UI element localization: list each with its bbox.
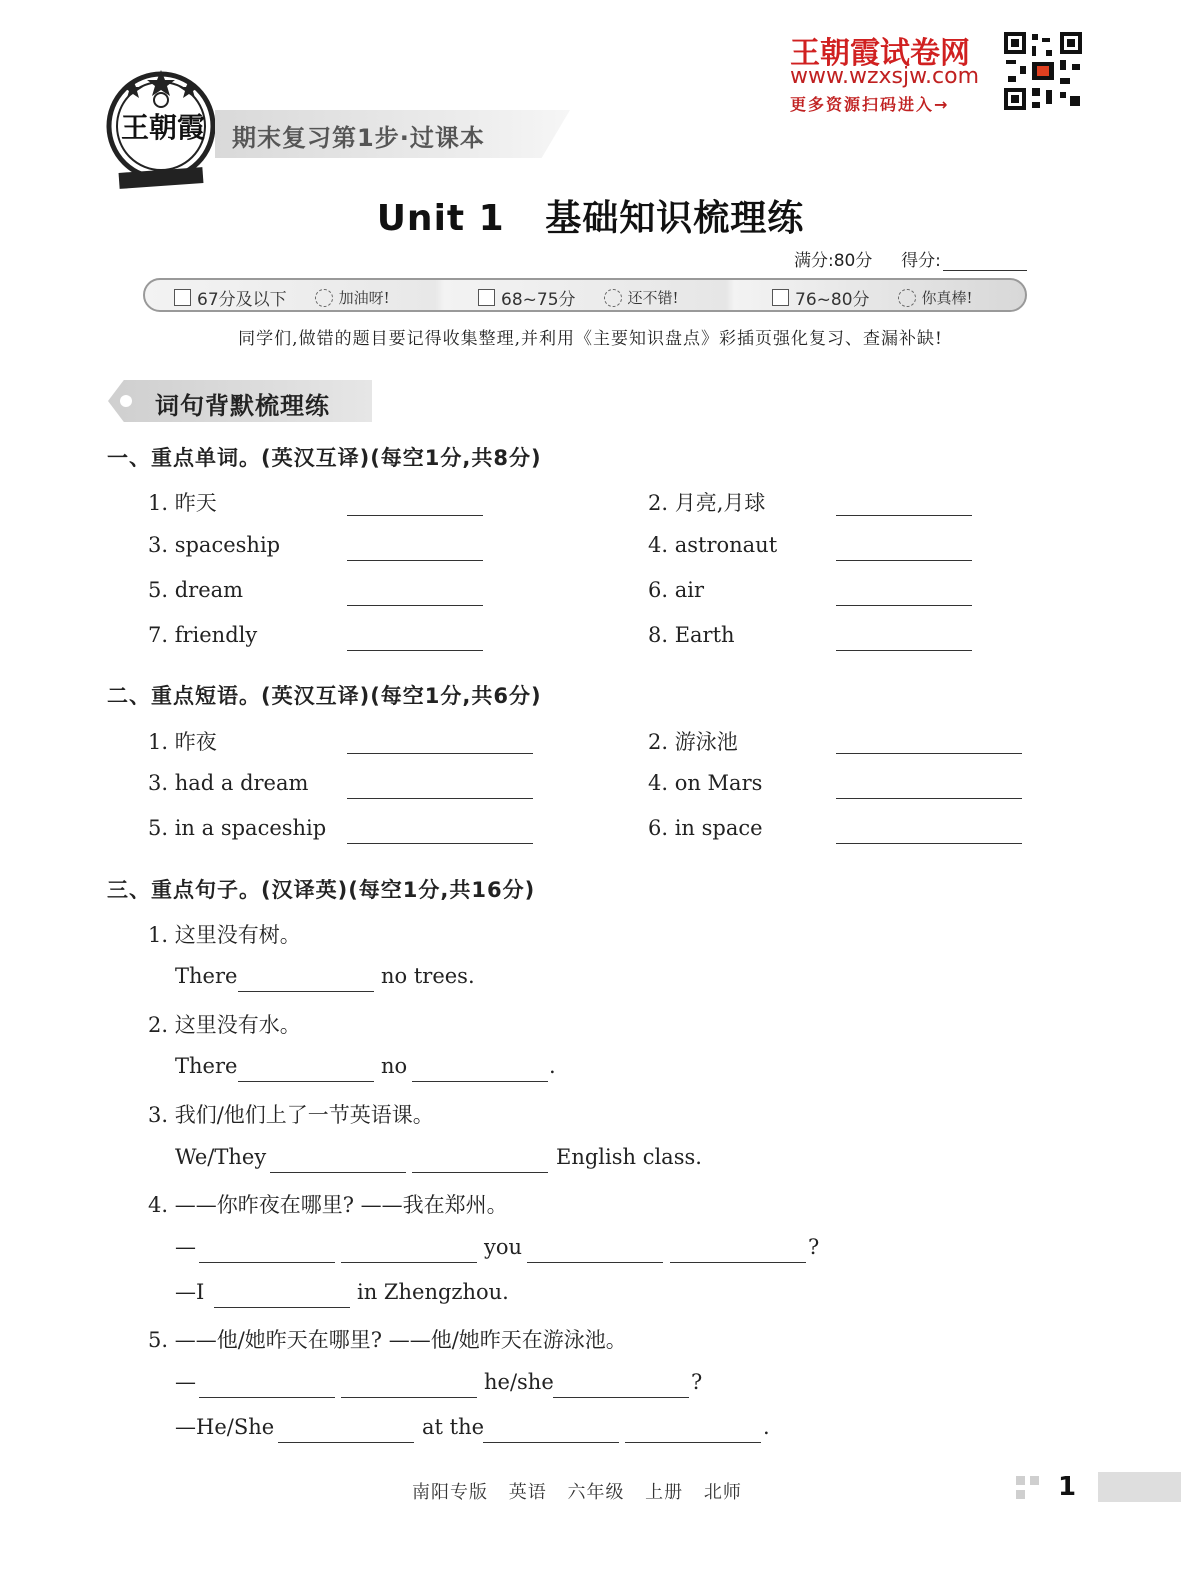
- q3-s5-blank-5[interactable]: [483, 1442, 619, 1443]
- grade-2-cheer: 还不错!: [627, 289, 679, 307]
- q3-s3-blank-2[interactable]: [412, 1172, 548, 1173]
- q1-answer-blank-8[interactable]: [836, 650, 972, 651]
- q3-s5-blank-3[interactable]: [553, 1397, 689, 1398]
- q2-heading: 二、重点短语。(英汉互译)(每空1分,共6分): [107, 684, 542, 708]
- q1-item-8: 8. Earth: [648, 623, 735, 647]
- corner-decoration: [1030, 1476, 1039, 1485]
- q3-s1-text-a: There: [175, 964, 238, 988]
- q3-s5-blank-6[interactable]: [625, 1442, 761, 1443]
- smile-icon: [315, 289, 333, 307]
- q3-sentence-3-prompt: 3. 我们/他们上了一节英语课。: [148, 1103, 434, 1127]
- grade-item-1: [174, 285, 390, 310]
- q1-heading: 一、重点单词。(英汉互译)(每空1分,共8分): [107, 446, 542, 470]
- q2-answer-blank-5[interactable]: [347, 843, 533, 844]
- q1-item-4: 4. astronaut: [648, 533, 778, 557]
- page-title: Unit 1 基础知识梳理练: [376, 198, 805, 239]
- q1-answer-blank-6[interactable]: [836, 605, 972, 606]
- section-tag-label: 词句背默梳理练: [155, 392, 330, 420]
- q1-item-5: 5. dream: [148, 578, 244, 602]
- brand-note: 更多资源扫码进入→: [790, 95, 950, 114]
- q3-s5-text-a: —: [175, 1370, 196, 1394]
- q2-answer-blank-2[interactable]: [836, 753, 1022, 754]
- q2-item-6: 6. in space: [648, 816, 763, 840]
- q3-sentence-2-prompt: 2. 这里没有水。: [148, 1013, 301, 1037]
- q2-item-3: 3. had a dream: [148, 771, 309, 795]
- q3-s5-text-c: ?: [691, 1370, 703, 1394]
- q3-s2-text-a: There: [175, 1054, 238, 1078]
- q3-s1-text-b: no trees.: [381, 964, 475, 988]
- q3-s4-text-d: —I: [175, 1280, 205, 1304]
- q3-s5-text-b: he/she: [484, 1370, 554, 1394]
- got-score-label: 得分:: [901, 251, 941, 271]
- tag-hole-icon: [120, 395, 132, 407]
- q1-answer-blank-5[interactable]: [347, 605, 483, 606]
- q1-answer-blank-2[interactable]: [836, 515, 972, 516]
- brand-url[interactable]: www.wzxsjw.com: [790, 64, 980, 89]
- q3-s2-text-c: .: [549, 1054, 556, 1078]
- grade-3-checkbox[interactable]: [772, 289, 789, 306]
- q3-heading: 三、重点句子。(汉译英)(每空1分,共16分): [107, 878, 536, 902]
- q3-s1-blank-1[interactable]: [238, 991, 374, 992]
- score-blank[interactable]: [943, 252, 1027, 271]
- footer-edition: 南阳专版 英语 六年级 上册 北师: [412, 1482, 742, 1503]
- q2-item-1: 1. 昨夜: [148, 730, 217, 754]
- study-tip: 同学们,做错的题目要记得收集整理,并利用《主要知识盘点》彩插页强化复习、查漏补缺!: [238, 329, 943, 349]
- corner-decoration: [1016, 1490, 1025, 1499]
- q2-answer-blank-3[interactable]: [347, 798, 533, 799]
- full-score-label: 满分:80分: [794, 251, 873, 271]
- q1-item-6: 6. air: [648, 578, 704, 602]
- q3-s4-text-c: ?: [808, 1235, 820, 1259]
- q1-answer-blank-7[interactable]: [347, 650, 483, 651]
- page-number: 1: [1058, 1472, 1077, 1502]
- q1-item-1: 1. 昨天: [148, 491, 217, 515]
- q3-s4-blank-5[interactable]: [214, 1307, 350, 1308]
- q3-s5-blank-2[interactable]: [341, 1397, 477, 1398]
- q3-sentence-5-prompt: 5. ——他/她昨天在哪里? ——他/她昨天在游泳池。: [148, 1328, 627, 1352]
- q3-s5-blank-1[interactable]: [199, 1397, 335, 1398]
- q3-s3-text-b: English class.: [556, 1145, 702, 1169]
- smile-icon: [898, 289, 916, 307]
- q1-item-2: 2. 月亮,月球: [648, 491, 766, 515]
- series-label: 期末复习第1步·过课本: [232, 124, 485, 152]
- q3-s4-text-b: you: [484, 1235, 523, 1259]
- q2-answer-blank-6[interactable]: [836, 843, 1022, 844]
- grade-1-range: 67分及以下: [197, 290, 287, 310]
- brand-name: 王朝霞试卷网: [790, 36, 970, 71]
- score-line: [794, 246, 1027, 271]
- q1-item-3: 3. spaceship: [148, 533, 281, 557]
- grade-item-3: [772, 285, 973, 310]
- q1-answer-blank-4[interactable]: [836, 560, 972, 561]
- q2-item-5: 5. in a spaceship: [148, 816, 327, 840]
- q1-answer-blank-3[interactable]: [347, 560, 483, 561]
- q3-s3-text-a: We/They: [175, 1145, 267, 1169]
- q3-s2-text-b: no: [381, 1054, 408, 1078]
- q3-s5-blank-4[interactable]: [278, 1442, 414, 1443]
- q1-item-7: 7. friendly: [148, 623, 258, 647]
- grade-1-cheer: 加油呀!: [338, 289, 390, 307]
- grade-2-checkbox[interactable]: [478, 289, 495, 306]
- logo-text: 王朝霞: [121, 111, 206, 144]
- q3-s4-text-a: —: [175, 1235, 196, 1259]
- q2-item-4: 4. on Mars: [648, 771, 763, 795]
- smile-icon: [604, 289, 622, 307]
- grade-3-cheer: 你真棒!: [921, 289, 973, 307]
- q3-s5-text-d: —He/She: [175, 1415, 275, 1439]
- q3-s4-text-e: in Zhengzhou.: [357, 1280, 509, 1304]
- q3-s4-blank-1[interactable]: [199, 1262, 335, 1263]
- q3-s5-text-f: .: [763, 1415, 770, 1439]
- q3-s3-blank-1[interactable]: [270, 1172, 406, 1173]
- q3-s2-blank-1[interactable]: [238, 1081, 374, 1082]
- q3-sentence-4-prompt: 4. ——你昨夜在哪里? ——我在郑州。: [148, 1193, 508, 1217]
- grade-2-range: 68~75分: [501, 290, 576, 310]
- q2-answer-blank-4[interactable]: [836, 798, 1022, 799]
- q2-answer-blank-1[interactable]: [347, 753, 533, 754]
- q3-s4-blank-3[interactable]: [527, 1262, 663, 1263]
- q3-s5-text-e: at the: [422, 1415, 485, 1439]
- grade-1-checkbox[interactable]: [174, 289, 191, 306]
- q3-s4-blank-4[interactable]: [670, 1262, 806, 1263]
- q3-s2-blank-2[interactable]: [412, 1081, 548, 1082]
- grade-item-2: [478, 285, 679, 310]
- q3-sentence-1-prompt: 1. 这里没有树。: [148, 923, 301, 947]
- q2-item-2: 2. 游泳池: [648, 730, 738, 754]
- corner-decoration: [1016, 1476, 1025, 1485]
- q3-s4-blank-2[interactable]: [341, 1262, 477, 1263]
- page-strip: [1098, 1472, 1181, 1502]
- grade-3-range: 76~80分: [795, 290, 870, 310]
- q1-answer-blank-1[interactable]: [347, 515, 483, 516]
- qr-code-icon[interactable]: [1002, 30, 1084, 112]
